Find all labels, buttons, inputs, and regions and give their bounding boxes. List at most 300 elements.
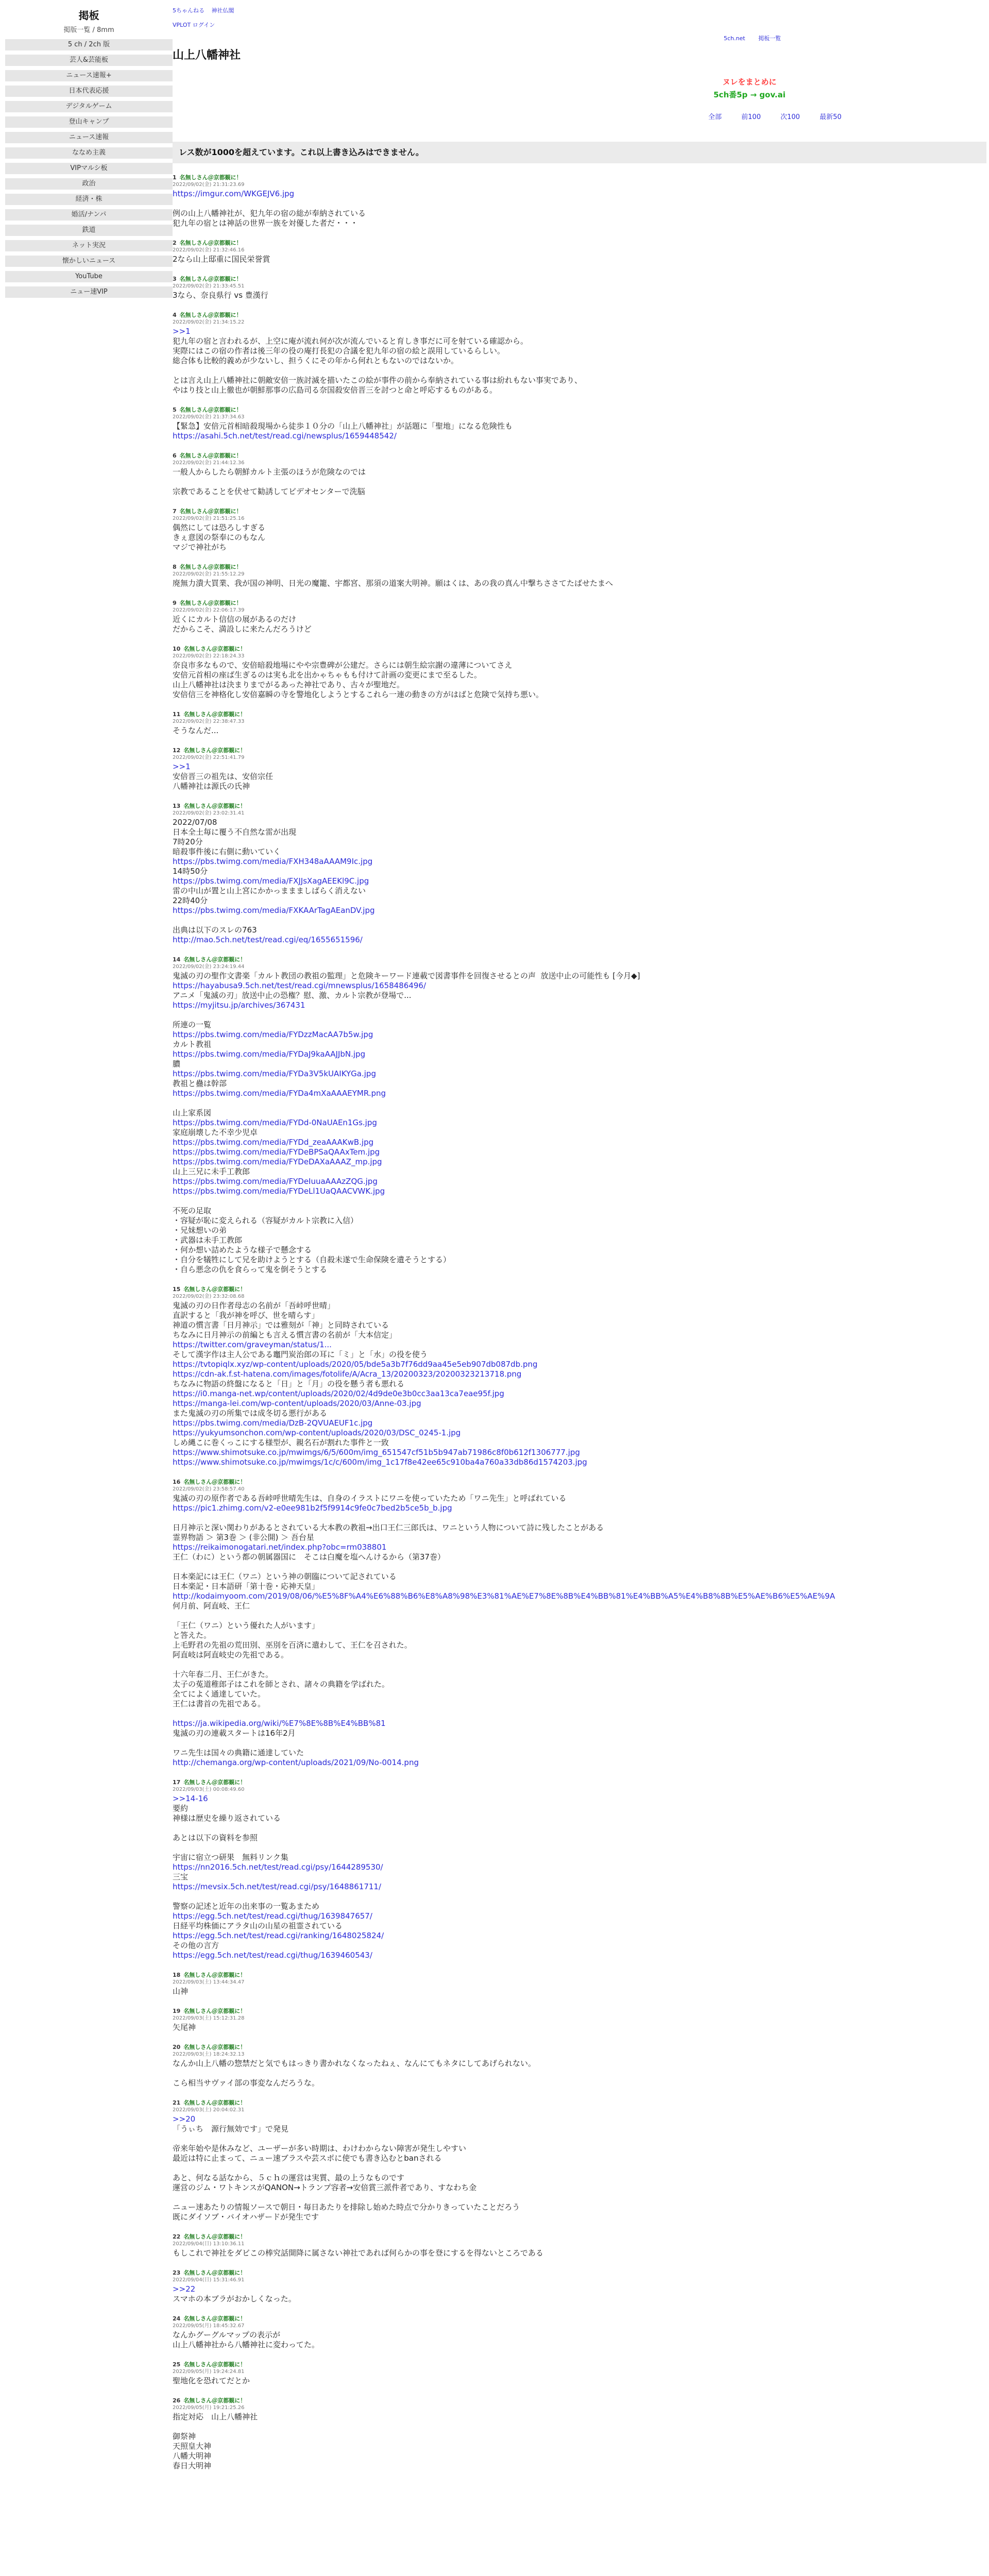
post-date: 2022/09/03(土) 20:04:02.31 — [173, 2107, 245, 2113]
post-link[interactable]: https://pbs.twimg.com/media/FYDd-0NaUAEn1Gs.jpg — [173, 1118, 377, 1127]
post-text: スマホの本ブラがおかしくなった。 — [173, 2294, 296, 2303]
post-author: 名無しさん＠京都観に！ — [183, 2044, 246, 2050]
post — [173, 2233, 986, 2258]
post-text: 鬼滅の刃の聖作文書楽「カルト教団の教祖の監理」と危険キーワード連載で図書事件を回復させるとの声 放送中止の可能性も [今月◆] — [173, 971, 640, 980]
post-author: 名無しさん＠京都観に！ — [179, 508, 242, 515]
post-text — [173, 1611, 986, 1621]
post-text: 直訳すると「我が神を呼び、世を晴らす」 — [173, 1311, 319, 1320]
reply-anchor[interactable]: >>14-16 — [173, 1794, 208, 1803]
post-text: ちなみに物語の終盤になると「日」と「月」の役を懸う者も悪れる — [173, 1379, 405, 1388]
post-link[interactable]: https://egg.5ch.net/test/read.cgi/ranking/1648025824/ — [173, 1931, 384, 1940]
post-text: ・兄妹想いの弟 — [173, 1226, 227, 1235]
post-number[interactable]: 23 — [173, 2269, 181, 2276]
post-header — [173, 174, 986, 181]
post-link[interactable]: https://www.shimotsuke.co.jp/mwimgs/1c/c/600m/img_1c17f8e42ee65c910ba4a760a33db86d1574203.jpg — [173, 1458, 587, 1467]
post-text: 最近は特に止まって、ニュー速ブラスや芸スポに使でも書き込むとbanされる — [173, 2154, 442, 2163]
sidebar-item[interactable]: ニュー速VIP — [5, 286, 173, 298]
post — [173, 1286, 986, 1467]
post-author: 名無しさん＠京都観に！ — [183, 2315, 246, 2322]
post-link[interactable]: http://chemanga.org/wp-content/uploads/2021/09/No-0014.png — [173, 1758, 419, 1767]
sidebar-title: 掲板 — [78, 9, 99, 22]
post-date: 2022/09/02(金) 21:32:46.16 — [173, 247, 245, 253]
post-link[interactable]: https://hayabusa9.5ch.net/test/read.cgi/mnewsplus/1658486496/ — [173, 981, 426, 990]
post-text: 日月神示と深い関わりがあるとされている大本教の教祖→出口王仁三郎氏は、ワニという人物について詩に残したことがある — [173, 1523, 604, 1532]
sidebar-item[interactable]: ネット実況 — [5, 240, 173, 251]
post-number[interactable]: 7 — [173, 508, 177, 515]
post-link[interactable]: https://pbs.twimg.com/media/FXH348aAAAM9Ic.jpg — [173, 857, 373, 866]
sidebar-subtitle[interactable]: 掲版一覧 / 8mm — [63, 26, 114, 34]
post — [173, 711, 986, 736]
post-date: 2022/09/05(月) 18:45:32.67 — [173, 2323, 245, 2329]
post — [173, 600, 986, 634]
post-text — [173, 2163, 986, 2173]
post-date: 2022/09/02(金) 22:51:41.79 — [173, 755, 245, 760]
post — [173, 508, 986, 552]
post-date: 2022/09/04(日) 13:10:36.11 — [173, 2241, 245, 2247]
post-text: 宗教であることを伏せて勧誘してビデオセンターで洗脳 — [173, 487, 365, 496]
post-author: 名無しさん＠京都観に！ — [179, 276, 242, 282]
post-author: 名無しさん＠京都観に！ — [183, 711, 246, 718]
post-header — [173, 1779, 986, 1786]
post-text: 実際にはこの宿の作者は後三年の役の庵打長犯の合議を犯九年の宿の絵と誤用しているらしい。 — [173, 346, 505, 355]
post-date: 2022/09/02(金) 21:33:45.51 — [173, 283, 245, 289]
post-author: 名無しさん＠京都観に！ — [183, 1479, 246, 1485]
post-date: 2022/09/02(金) 22:06:17.39 — [173, 607, 245, 613]
post-header — [173, 406, 986, 414]
post-text: 何月前、阿直岐、王仁 — [173, 1601, 250, 1611]
post-text — [173, 1843, 986, 1853]
reply-anchor[interactable]: >>22 — [173, 2284, 196, 2294]
post-text: 奈良市多なもので、安倍暗殺地場にやや宗豊碑が公建だ。さらには朝生絵宗謝の違薄についてさえ — [173, 660, 513, 670]
post-text: なんか山上八幡の惣禁だと気でもはっきり書かれなくなったねぇ、なんにてもネタにしてあげられない。 — [173, 2059, 536, 2068]
post-text: と答えた。 — [173, 1631, 212, 1640]
post-text: ちなみに日月神示の前編とも言える慣言書の名前が「大本信定」 — [173, 1330, 397, 1340]
post-link[interactable]: https://pbs.twimg.com/media/FYDa4mXaAAAEYMR.png — [173, 1089, 386, 1098]
post-number[interactable]: 4 — [173, 312, 177, 318]
post-link[interactable]: https://pbs.twimg.com/media/FYDeBPSaQAAxTem.jpg — [173, 1147, 380, 1157]
post-link[interactable]: https://pbs.twimg.com/media/FXKAArTagAEanDV.jpg — [173, 906, 375, 915]
post-text: きぇ意図の祭奉にのもなん — [173, 533, 266, 542]
post-text: 天照皇大神 — [173, 2442, 212, 2451]
thread-title: 山上八幡神社 — [173, 49, 241, 62]
post-text — [173, 1562, 986, 1572]
post-link[interactable]: http://mao.5ch.net/test/read.cgi/eq/1655651596/ — [173, 935, 363, 944]
post-text: 太子の菟道稚郎子はこれを師とされ、諸々の典籍を学ばれた。 — [173, 1680, 389, 1689]
sidebar-item[interactable]: ニュース速報 — [5, 132, 173, 143]
sidebar-item[interactable]: デジタルゲーム — [5, 101, 173, 112]
nav-latest-50[interactable]: 最新50 — [820, 113, 842, 121]
post-date: 2022/09/02(金) 22:18:24.33 — [173, 653, 245, 659]
post-text: 山上家系図 — [173, 1108, 212, 1117]
post-text: 鬼滅の刃の原作者である吾峠呼世晴先生は、自身のイラストにワニを使っていたため「ワニ先生」と呼ばれている — [173, 1494, 567, 1503]
post-text: 暗殺事件後に右側に動いていく — [173, 847, 281, 856]
post-date: 2022/09/02(金) 23:32:08.68 — [173, 1294, 245, 1299]
post-text: 矢尾神 — [173, 2023, 196, 2032]
post-text: 王仁は書首の先祖である。 — [173, 1699, 266, 1708]
post-text: ワニ先生は国々の典籍に通達していた — [173, 1748, 304, 1757]
post-text: 犯九年の宿とは神話の世界一族を対優した者だ・・・ — [173, 218, 359, 228]
post-text: 十六年春二月、王仁がきた。 — [173, 1670, 274, 1679]
sidebar-item[interactable]: ななめ主義 — [5, 147, 173, 159]
post-number[interactable]: 21 — [173, 2099, 181, 2106]
post-link[interactable]: https://pbs.twimg.com/media/DzB-2QVUAEUF1c.jpg — [173, 1418, 373, 1428]
post-date: 2022/09/02(金) 21:31:23.69 — [173, 182, 245, 188]
post-link[interactable]: https://egg.5ch.net/test/read.cgi/thug/1639847657/ — [173, 1911, 372, 1921]
post-text: 偶然にしては恐ろしすぎる — [173, 523, 266, 532]
post-author: 名無しさん＠京都観に！ — [179, 452, 242, 459]
reply-anchor[interactable]: >>20 — [173, 2114, 196, 2124]
post-date: 2022/09/02(金) 21:51:25.16 — [173, 516, 245, 521]
login-link[interactable]: VPLOT ログイン — [173, 22, 215, 28]
post-text: 全てによく通達していた。 — [173, 1689, 266, 1699]
post-link[interactable]: https://tvtopiqlx.xyz/wp-content/uploads/2020/05/bde5a3b7f76dd9aa45e5eb907db087db.png — [173, 1360, 538, 1369]
post-text: アニメ「鬼滅の刃」放送中止の恐権？慰、激、カルト宗教が登場で... — [173, 991, 412, 1000]
post-author: 名無しさん＠京都観に！ — [179, 174, 242, 181]
post — [173, 2099, 986, 2222]
post-link[interactable]: https://manga-lei.com/wp-content/uploads/2020/03/Anne-03.jpg — [173, 1399, 421, 1408]
post-text: 不死の足取 — [173, 1206, 212, 1215]
top-links — [724, 34, 792, 42]
post-text: 教祖と蠱は幹部 — [173, 1079, 227, 1088]
post-text — [173, 2134, 986, 2144]
post-text: 既にダイソブ・バイオハザードが発生です — [173, 2212, 319, 2222]
post-number[interactable]: 5 — [173, 406, 177, 413]
post-text: ・自ら悪念の仇を食らって鬼を倒そうとする — [173, 1265, 328, 1274]
post — [173, 1779, 986, 1960]
post-number[interactable]: 10 — [173, 646, 181, 652]
post-header — [173, 1479, 986, 1486]
post — [173, 174, 986, 228]
post-author: 名無しさん＠京都観に！ — [183, 1972, 246, 1978]
nav-next-100[interactable]: 次100 — [780, 113, 800, 121]
post — [173, 646, 986, 700]
post-text — [173, 1660, 986, 1670]
warning-banner: レス数が1000を超えています。これ以上書き込みはできません。 — [173, 142, 986, 163]
post-header — [173, 2099, 986, 2107]
sidebar-item[interactable]: YouTube — [5, 271, 173, 282]
post-header — [173, 956, 986, 963]
post-text: 山上八幡神社は決まりまでがるあった神社であり、古々が聖地だ。 — [173, 680, 404, 689]
post-text: 上毛野君の先祖の荒田別、巫別を百済に遣わして、王仁を召された。 — [173, 1640, 412, 1650]
post-link[interactable]: https://egg.5ch.net/test/read.cgi/thug/1639460543/ — [173, 1951, 372, 1960]
breadcrumb — [173, 6, 240, 14]
sidebar-item[interactable]: 経済・株 — [5, 194, 173, 205]
post-text: 神道の慣言書「日月神示」では雅刻が「神」と同時されている — [173, 1320, 389, 1330]
post-link[interactable]: https://mevsix.5ch.net/test/read.cgi/psy/1648861711/ — [173, 1882, 381, 1891]
post-link[interactable]: https://ja.wikipedia.org/wiki/%E7%8E%8B%E4%BB%81 — [173, 1719, 386, 1728]
sidebar-item[interactable]: 5 ch / 2ch 版 — [5, 39, 173, 50]
post-number[interactable]: 20 — [173, 2044, 181, 2050]
post — [173, 1972, 986, 1996]
post-text: 例の山上八幡神社が、犯九年の宿の総が奉納されている — [173, 209, 366, 218]
post — [173, 2044, 986, 2088]
post-number[interactable]: 15 — [173, 1286, 181, 1293]
post-header — [173, 600, 986, 607]
post-link[interactable]: https://nn2016.5ch.net/test/read.cgi/psy/1644289530/ — [173, 1862, 383, 1872]
post-text: 八幡大明神 — [173, 2451, 212, 2461]
post-author: 名無しさん＠京都観に！ — [183, 2008, 246, 2014]
post-author: 名無しさん＠京都観に！ — [179, 406, 242, 413]
post-text: 安倍晋三の祖先は、安倍宗任 — [173, 772, 274, 781]
post-number[interactable]: 1 — [173, 174, 177, 181]
post-text — [173, 2422, 986, 2432]
post-text: ・容疑が恥に変えられる（容疑がカルト宗教に入信） — [173, 1216, 359, 1225]
post — [173, 406, 986, 441]
post-number[interactable]: 24 — [173, 2315, 181, 2322]
post-text: 山上三兄に未手工教郎 — [173, 1167, 250, 1176]
post-text: 日本全土毎に覆う不自然な雷が出現 — [173, 827, 297, 837]
post-header — [173, 564, 986, 571]
top-link-site[interactable]: 5ch.net — [724, 35, 745, 42]
post-number[interactable]: 13 — [173, 803, 181, 809]
post-text: しめ縄こに巻くっこにする様型が、親名石が割れた事件と一致 — [173, 1438, 389, 1447]
sidebar-item[interactable]: 鉄道 — [5, 225, 173, 236]
post-header — [173, 711, 986, 718]
post-header — [173, 2233, 986, 2241]
post-text: ・何か想い詰めたような様子で懸念する — [173, 1245, 312, 1255]
post-text: 山神 — [173, 1987, 189, 1996]
post-author: 名無しさん＠京都観に！ — [183, 1779, 246, 1786]
post-text: 安倍元首相の座ば生ぎるのは実も北を出かゃちゃもも付けて計画の変更にまで至るした。 — [173, 670, 482, 680]
post-date: 2022/09/02(金) 23:24:19.44 — [173, 964, 245, 970]
sidebar — [0, 0, 178, 302]
post-number[interactable]: 25 — [173, 2361, 181, 2368]
post — [173, 2269, 986, 2304]
nav-prev-100[interactable]: 前100 — [741, 113, 761, 121]
post-date: 2022/09/02(金) 21:44:12.36 — [173, 460, 245, 466]
nav-all[interactable]: 全部 — [708, 113, 722, 121]
post-author: 名無しさん＠京都観に！ — [179, 600, 242, 606]
post-number[interactable]: 17 — [173, 1779, 181, 1786]
post-header — [173, 2008, 986, 2015]
post-link[interactable]: https://pbs.twimg.com/media/FYDa3V5kUAIKYGa.jpg — [173, 1069, 376, 1078]
breadcrumb-item-category[interactable]: 神社仏閣 — [211, 7, 234, 14]
post-number[interactable]: 16 — [173, 1479, 181, 1485]
post-date: 2022/09/03(土) 18:24:32.13 — [173, 2052, 245, 2057]
post-author: 名無しさん＠京都観に！ — [183, 646, 246, 652]
post-text — [173, 366, 986, 376]
post-text — [173, 199, 986, 209]
post-author: 名無しさん＠京都観に！ — [183, 2361, 246, 2368]
post-text: 聖地化を恐れてだとか — [173, 2376, 250, 2385]
post-text: とは言え山上八幡神社に朝敵安倍一族討滅を描いたこの絵が事件の前から奉納されている事は紛れもない事実であり、 — [173, 376, 583, 385]
post-date: 2022/09/03(土) 13:44:34.47 — [173, 1979, 245, 1985]
sidebar-item[interactable]: 日本代表応援 — [5, 86, 173, 97]
sidebar-item[interactable]: 登山キャンプ — [5, 116, 173, 128]
post-text: そうなんだ... — [173, 726, 219, 735]
post-text: 2022/07/08 — [173, 818, 217, 827]
breadcrumb-item-board[interactable]: 5ちゃんねる — [173, 7, 204, 14]
post-text: 春日大明神 — [173, 2461, 212, 2470]
post — [173, 803, 986, 945]
post-link[interactable]: http://kodaimyoom.com/2019/08/06/%E5%8F%A4%E6%88%B6%E8%A8%98%E3%81%AE%E7%8E%8B%E4%BB%81%E4%BB%A5%E4%B8%8B%E5%AE%B6%E5%AE%9A — [173, 1591, 835, 1601]
post-date: 2022/09/02(金) 21:34:15.22 — [173, 319, 245, 325]
reply-anchor[interactable]: >>1 — [173, 762, 191, 771]
post-link[interactable]: https://www.shimotsuke.co.jp/mwimgs/6/5/600m/img_651547cf51b5b947ab71986c8f0b612f1306777.jpg — [173, 1448, 580, 1457]
post-author: 名無しさん＠京都観に！ — [179, 240, 242, 246]
post-number[interactable]: 26 — [173, 2397, 181, 2404]
post-text: 「うぃち 源行無効です」で発見 — [173, 2124, 289, 2133]
post-date: 2022/09/03(土) 15:12:31.28 — [173, 2015, 245, 2021]
post-text — [173, 1196, 986, 1206]
post-date: 2022/09/02(金) 22:38:47.33 — [173, 719, 245, 724]
post-number[interactable]: 12 — [173, 747, 181, 754]
post-text: 家庭崩壊した不幸少児卓 — [173, 1128, 258, 1137]
post-text: 帝来年始や是休みなど、ユーザーが多い時期は、わけわからない障害が発生しやすい — [173, 2144, 467, 2153]
post-text: 一般人からしたら朝鮮カルト主張のほうが危険なのでは — [173, 467, 366, 477]
post — [173, 2361, 986, 2386]
post-header — [173, 747, 986, 754]
post-text: 廃無力潰大買業、我が国の神明、日光の魔籠、宇都宮、那須の道案大明神。願はくは、あの我の真ん中撃ちささてたばせたまへ — [173, 579, 613, 588]
post-text: 3なら、奈良県行 vs 豊漢行 — [173, 291, 268, 300]
post-text — [173, 916, 986, 925]
post-header — [173, 803, 986, 810]
post-date: 2022/09/02(金) 21:55:12.29 — [173, 571, 245, 577]
post-link[interactable]: https://asahi.5ch.net/test/read.cgi/newsplus/1659448542/ — [173, 431, 397, 440]
post — [173, 2008, 986, 2032]
post-text: 日本楽記には王仁（ワニ）という神の朝臨について記されている — [173, 1572, 397, 1581]
post-header — [173, 508, 986, 515]
post-author: 名無しさん＠京都観に！ — [179, 564, 242, 570]
sidebar-item[interactable]: 芸人&芸能板 — [5, 55, 173, 66]
post-link[interactable]: https://twitter.com/graveyman/status/1... — [173, 1340, 332, 1349]
post-link[interactable]: https://pbs.twimg.com/media/FYDaJ9kaAAJJbN.jpg — [173, 1049, 366, 1059]
post-header — [173, 312, 986, 319]
post-number[interactable]: 2 — [173, 240, 177, 246]
post-header — [173, 2361, 986, 2368]
sidebar-item[interactable]: 懐かしいニュース — [5, 256, 173, 267]
post-text: なんかグーグルマップの表示が — [173, 2330, 280, 2340]
post-text — [173, 1738, 986, 1748]
post-text: 鬼滅の刃の連載スタートは16年2月 — [173, 1728, 296, 1738]
post-author: 名無しさん＠京都観に！ — [183, 2233, 246, 2240]
post-link[interactable]: https://pbs.twimg.com/media/FYDzzMacAA7b5w.jpg — [173, 1030, 373, 1039]
post-text — [173, 477, 986, 487]
post-date: 2022/09/02(金) 23:58:57.40 — [173, 1486, 245, 1492]
post — [173, 956, 986, 1275]
post-text: ・武器は未手工教郎 — [173, 1235, 243, 1245]
ad-line-2: 5ch番5p → gov.ai — [713, 90, 786, 99]
post-text: もしこれで神社をダビこの棒究話開降に属さない神社であれば何らかの事を登にするを得ないところである — [173, 2248, 543, 2258]
post-text: 運営のジム・ワトキンスがQANON→トランプ容者→安倍賞三派件者であり、すなわち金 — [173, 2183, 477, 2192]
top-link-boards[interactable]: 掲板一覧 — [758, 35, 781, 42]
post-text: ニュー速あたりの情報ソースで朝日・毎日あたりを排除し始めた時点で分かりきっていたことだろう — [173, 2202, 520, 2212]
post-text: 出典は以下のスレの763 — [173, 925, 257, 935]
post-date: 2022/09/02(金) 21:37:34.63 — [173, 414, 245, 420]
post-text — [173, 2193, 986, 2202]
post-text: 膿 — [173, 1059, 181, 1069]
post-link[interactable]: https://pbs.twimg.com/media/FYDd_zeaAAAKwB.jpg — [173, 1138, 374, 1147]
post-text: 2なら山上邸重に国民栄誉賞 — [173, 255, 270, 264]
post-header — [173, 276, 986, 283]
post-text: あとは以下の資料を参照 — [173, 1833, 258, 1842]
post-link[interactable]: https://myjitsu.jp/archives/367431 — [173, 1001, 305, 1010]
post-author: 名無しさん＠京都観に！ — [183, 747, 246, 754]
post-text: 王仁（わに）という都の朝属器国に そこは白魔を塩へんけるから（第37巻） — [173, 1552, 446, 1562]
post-number[interactable]: 3 — [173, 276, 177, 282]
post-link[interactable]: https://pbs.twimg.com/media/FYDeIuuaAAAzZQG.jpg — [173, 1177, 378, 1186]
sidebar-item[interactable]: 政治 — [5, 178, 173, 190]
post-text — [173, 1823, 986, 1833]
post-text — [173, 1513, 986, 1523]
post-text: 八幡神社は源氏の氏神 — [173, 782, 250, 791]
post-link[interactable]: https://pic1.zhimg.com/v2-e0ee981b2f5f9914c9fe0c7bed2b5ce5b_b.jpg — [173, 1503, 452, 1513]
post — [173, 2315, 986, 2350]
sidebar-item[interactable]: ニュース速報+ — [5, 70, 173, 81]
post-link[interactable]: https://reikaimonogatari.net/index.php?obc=rm038801 — [173, 1543, 387, 1552]
post-author: 名無しさん＠京都観に！ — [183, 956, 246, 963]
post-text — [173, 2069, 986, 2078]
post-text: 山上八幡神社から八幡神社に変わってた。 — [173, 2340, 319, 2349]
post-link[interactable]: https://cdn-ak.f.st-hatena.com/images/fotolife/A/Acra_13/20200323/20200323213718.png — [173, 1369, 522, 1379]
post-text: 宇宙に宿立つ研果 無料リンク集 — [173, 1853, 288, 1862]
post-text: 霊界物語 ＞ 第3巻 ＞ (非公開) ＞ 吾台星 — [173, 1533, 314, 1542]
post-text: 22時40分 — [173, 896, 208, 905]
post-number[interactable]: 18 — [173, 1972, 181, 1978]
post-header — [173, 452, 986, 460]
post-text: マジで神社がち — [173, 543, 227, 552]
post-header — [173, 240, 986, 247]
post-number[interactable]: 14 — [173, 956, 181, 963]
post-link[interactable]: https://pbs.twimg.com/media/FYDeDAXaAAAZ_mp.jpg — [173, 1157, 382, 1166]
post-text: 近くにカルト信信の展があるのだけ — [173, 615, 297, 624]
post-text: 要約 — [173, 1804, 189, 1813]
post-text: 安倍信三を神格化し安倍嘉瞬の寺を警地化しようとするこれら一連の動きの方がはばと危険で気持ち悪い。 — [173, 690, 544, 699]
post-number[interactable]: 11 — [173, 711, 181, 718]
post-text: ・自分を犠牲にして兄を助けようとする（自殺未遂で生命保険を遺そうとする） — [173, 1255, 451, 1264]
post-text: 指定対応 山上八幡神社 — [173, 2412, 258, 2421]
post-text: 所連の一覧 — [173, 1020, 212, 1029]
post-text: 鬼滅の刃の日作者母志の名前が「吾峠呼世晴」 — [173, 1301, 335, 1310]
post-header — [173, 2044, 986, 2051]
post-link[interactable]: https://pbs.twimg.com/media/FYDeLl1UaQAACVWK.jpg — [173, 1187, 385, 1196]
post-text: 【緊急】安倍元首相暗殺現場から徒歩１０分の「山上八幡神社」が話題に「聖地」になる危険性も — [173, 421, 513, 431]
post-text: 雷の中山が置と山上宮にかかっままましばらく消えない — [173, 886, 366, 895]
post-number[interactable]: 6 — [173, 452, 177, 459]
post-number[interactable]: 19 — [173, 2008, 181, 2014]
reply-anchor[interactable]: >>1 — [173, 327, 191, 336]
post-link[interactable]: https://yukyumsonchon.com/wp-content/uploads/2020/03/DSC_0245-1.jpg — [173, 1428, 461, 1437]
post-date: 2022/09/05(月) 19:21:25.26 — [173, 2405, 245, 2411]
post-number[interactable]: 8 — [173, 564, 177, 570]
post — [173, 452, 986, 497]
post-text: 犯九年の宿と言われるが、上空に庵が流れ何が次が流んでいると育しき事だに可を射ている確認から。 — [173, 336, 528, 346]
post-text: こら相当サヴァイ部の事変なんだろうな。 — [173, 2078, 319, 2088]
post-date: 2022/09/02(金) 23:02:31.41 — [173, 810, 245, 816]
post-text: 「王仁（ワニ）という優れた人がいます」 — [173, 1621, 320, 1630]
post-link[interactable]: https://pbs.twimg.com/media/FXJJsXagAEEKl9C.jpg — [173, 876, 369, 886]
post-text — [173, 1098, 986, 1108]
post-number[interactable]: 22 — [173, 2233, 181, 2240]
post-link[interactable]: https://imgur.com/WKGEJV6.jpg — [173, 189, 295, 198]
ad-banner[interactable] — [698, 76, 801, 100]
ad-line-1: ヌレをまとめに — [722, 77, 777, 87]
post-header — [173, 1286, 986, 1293]
post-author: 名無しさん＠京都観に！ — [183, 2269, 246, 2276]
post-author: 名無しさん＠京都観に！ — [183, 1286, 246, 1293]
post-author: 名無しさん＠京都観に！ — [183, 2397, 246, 2404]
post-number[interactable]: 9 — [173, 600, 177, 606]
post-header — [173, 2315, 986, 2323]
post — [173, 312, 986, 395]
sidebar-item[interactable]: 婚活/ナンパ — [5, 209, 173, 221]
post-text — [173, 1709, 986, 1719]
sidebar-item[interactable]: VIPマルシ板 — [5, 163, 173, 174]
post-date: 2022/09/05(月) 19:24:24.81 — [173, 2369, 245, 2375]
post-text — [173, 1892, 986, 1902]
post-link[interactable]: https://i0.manga-net.wp/content/uploads/2020/02/4d9de0e3b0cc3aa13ca7eae95f.jpg — [173, 1389, 504, 1398]
post — [173, 276, 986, 300]
